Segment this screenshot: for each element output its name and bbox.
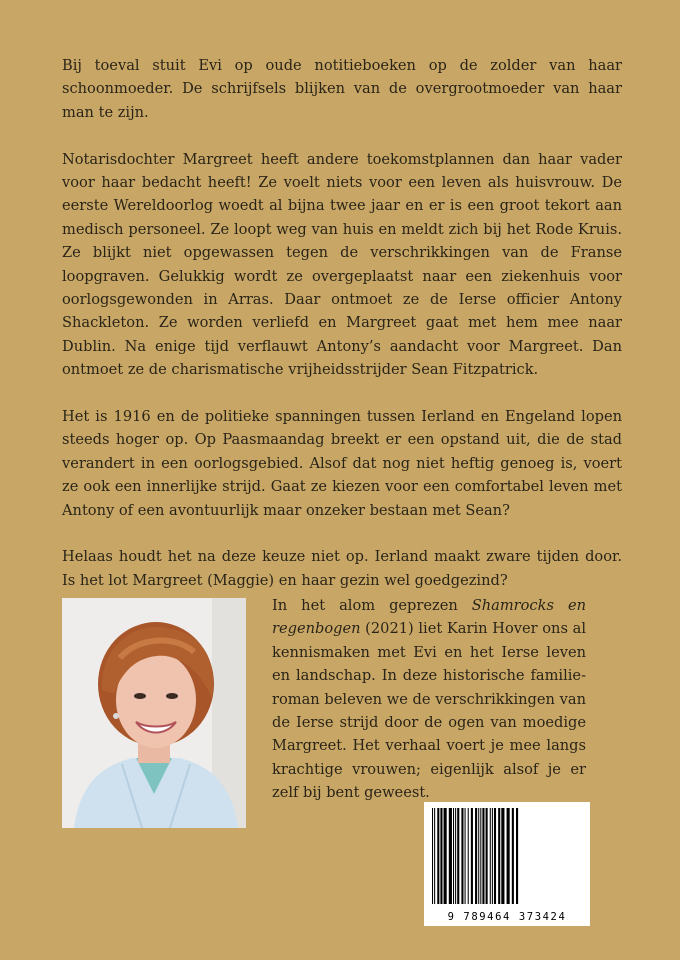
blurb-paragraph-2: Notarisdochter Margreet heeft andere toekomstplannen dan haar vader voor haar bedacht heeft! Ze voelt niets voor een leven als huisvrouw. De eerste Wereldoorlog woedt al bijna twee jaar en er is een groot tekort aan medisch personeel. Ze loopt weg van huis en meldt zich bij het Rode Kruis. Ze blijkt niet opgewassen tegen de verschrikkingen van de Franse loopgraven. Gelukkig wordt ze overgeplaatst naar een ziekenhuis voor oorlogsgewonden in Arras. Daar ontmoet ze de Ierse officier Antony Shackleton. Ze worden verliefd en Margreet gaat met hem mee naar Dublin. Na enige tijd verflauwt Antony’s aandacht voor Margreet. Dan ontmoet ze de charismatische vrijheidsstrijder Sean Fitzpatrick. (62, 150, 622, 379)
author-bio (272, 594, 586, 805)
blurb-paragraph-3: Het is 1916 en de politieke spanningen tussen Ierland en Engeland lopen steeds hoger op. Op Paasmaandag breekt er een opstand uit, die de stad verandert in een oorlogsgebied. Alsof dat nog niet heftig genoeg is, voert ze ook een innerlijke strijd. Gaat ze kiezen voor een comfortabel leven met Antony of een avontuurlijk maar onzeker bestaan met Sean? (62, 408, 622, 519)
blurb-paragraph-4: Helaas houdt het na deze keuze niet op. Ierland maakt zware tijden door. Is het lot Margreet (Maggie) en haar gezin wel goedgezind? (62, 548, 622, 589)
blurb-paragraph-1: Bij toeval stuit Evi op oude notitieboeken op de zolder van haar schoonmoeder. De schrijfsels blijken van de overgrootmoeder van haar man te zijn. (62, 57, 622, 121)
back-cover-blurb (62, 54, 622, 616)
author-bio-text: (2021) liet Karin Hover ons al kennismaken met Evi en het Ierse leven en landschap. In deze historische familie-roman beleven we de verschrikkingen van de Ierse strijd door de ogen van moedige Margreet. Het verhaal voert je mee langs krachtige vrouwen; eigenlijk alsof je er zelf bij bent geweest. (272, 620, 586, 802)
isbn-barcode (424, 802, 590, 926)
author-bio-intro: In het alom geprezen (272, 597, 472, 614)
barcode-bars (424, 802, 590, 926)
book-title: Shamrocks en regenbogen (272, 597, 586, 638)
author-photo (62, 598, 246, 828)
isbn-number: 9 789464 373424 (447, 911, 567, 923)
